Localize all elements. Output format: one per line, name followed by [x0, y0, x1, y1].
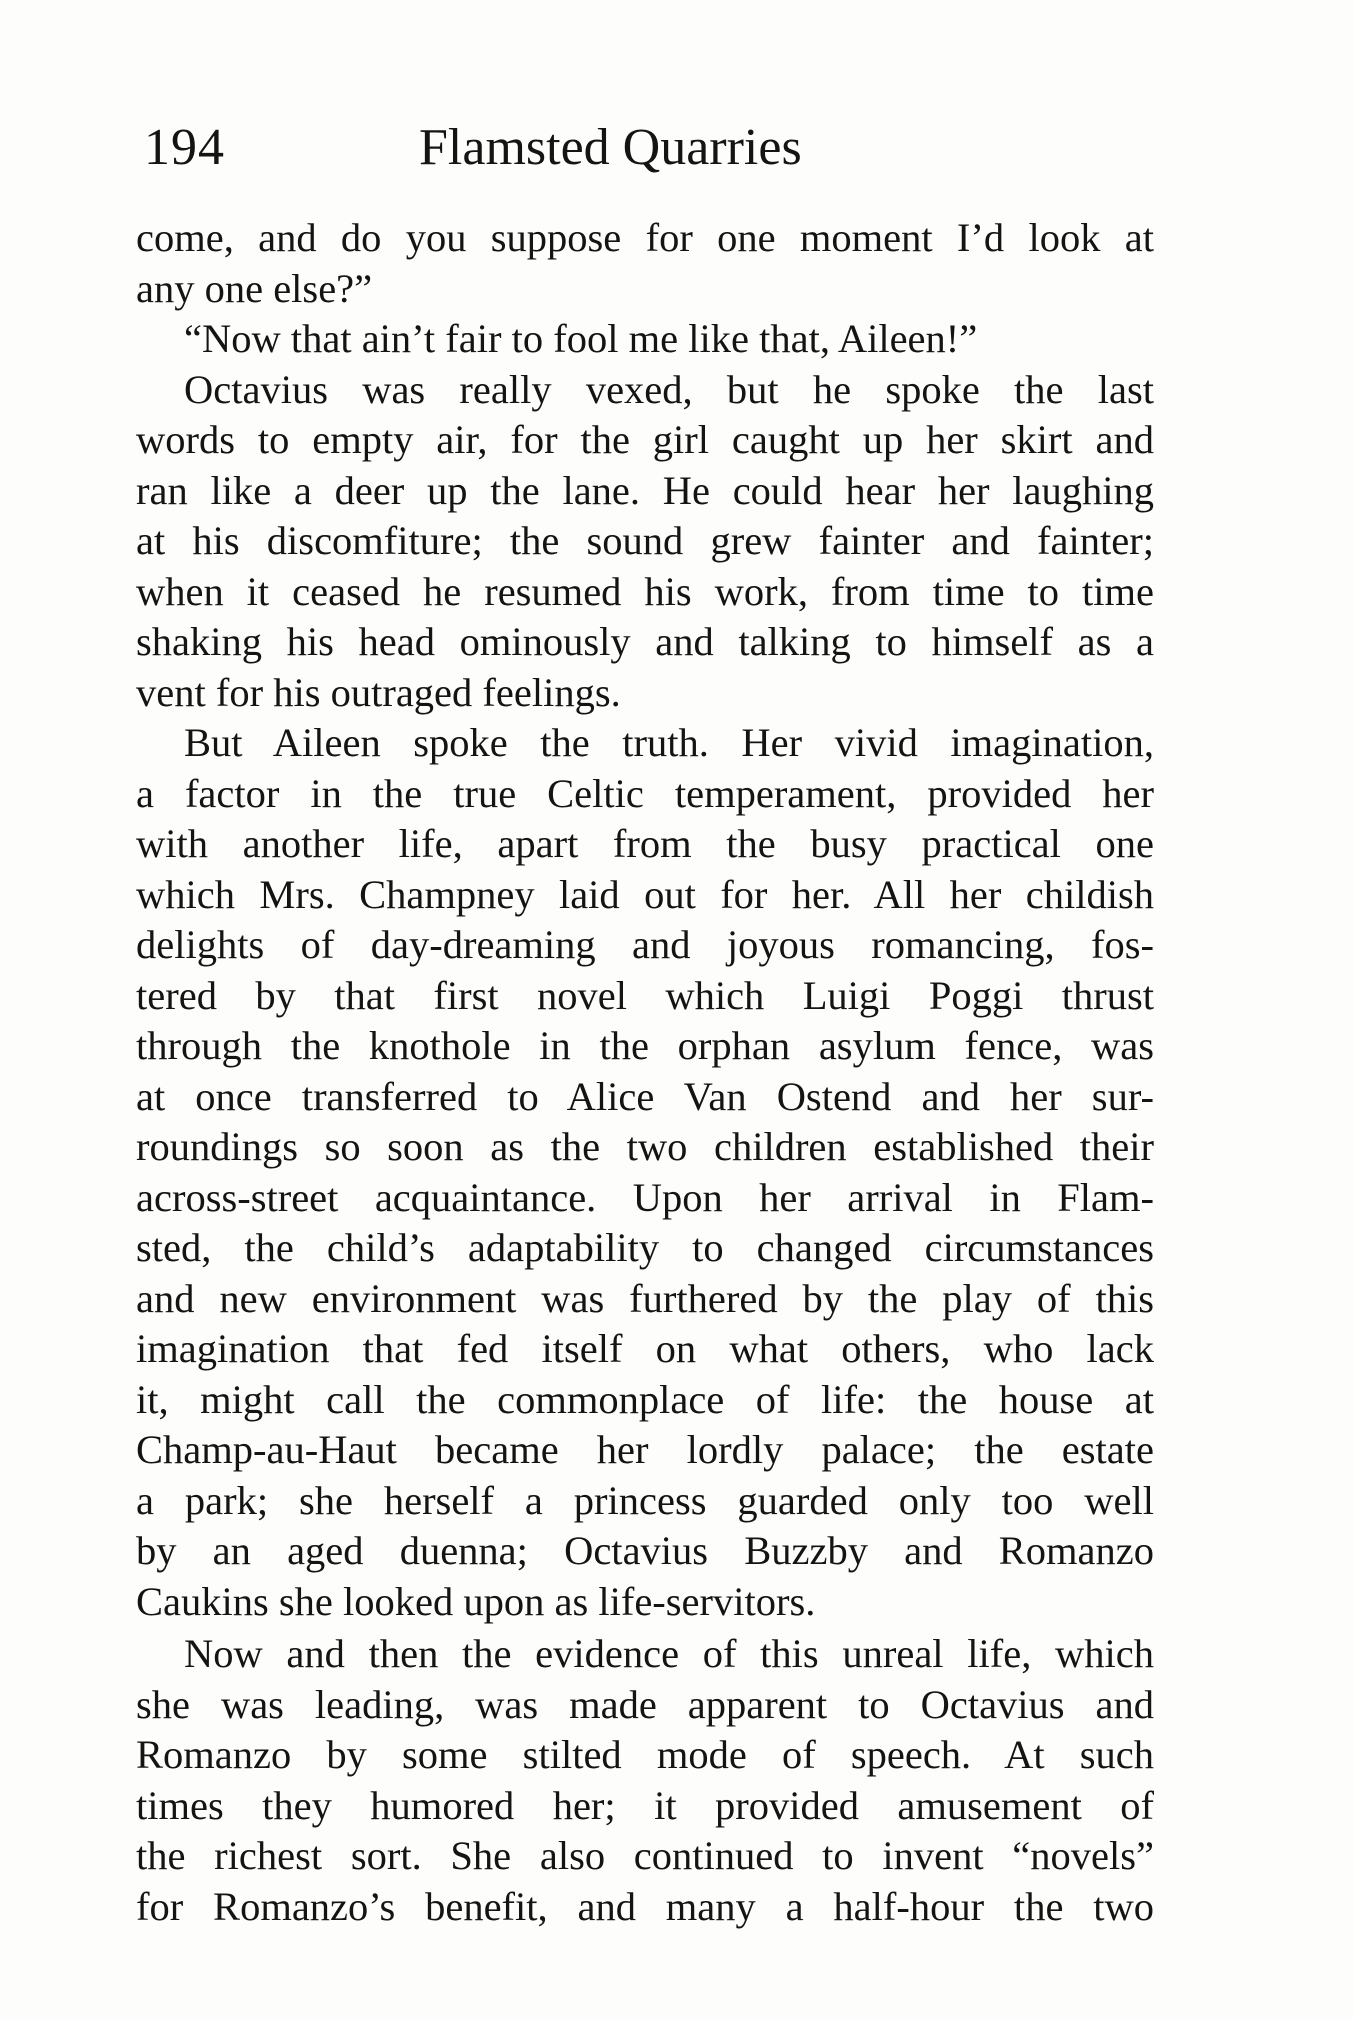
text-line: come, and do you suppose for one moment I’d look at — [136, 215, 1154, 260]
text-line: any one else?” — [136, 265, 373, 311]
text-line: roundings so soon as the two children established their — [136, 1124, 1154, 1169]
text-line: ran like a deer up the lane. He could hear her laughing — [136, 467, 1154, 513]
text-line: words to empty air, for the girl caught up her skirt and — [136, 417, 1154, 462]
text-line: shaking his head ominously and talking to himself as a — [136, 619, 1154, 664]
text-line: across-street acquaintance. Upon her arrival in Flam- — [136, 1174, 1154, 1220]
text-line: sted, the child’s adaptability to changed circumstances — [136, 1225, 1154, 1270]
text-line: at once transferred to Alice Van Ostend and her sur- — [136, 1073, 1154, 1119]
text-line: But Aileen spoke the truth. Her vivid imagination, — [184, 720, 1154, 765]
text-line: when it ceased he resumed his work, from time to time — [136, 568, 1154, 614]
text-line: vent for his outraged feelings. — [136, 669, 621, 715]
text-line: delights of day-dreaming and joyous romancing, fos- — [136, 922, 1154, 967]
page-number: 194 — [144, 119, 225, 176]
text-line: through the knothole in the orphan asylum fence, was — [136, 1023, 1154, 1068]
text-line: Octavius was really vexed, but he spoke the last — [184, 366, 1154, 412]
text-line: imagination that fed itself on what others, who lack — [136, 1326, 1154, 1371]
text-line: a park; she herself a princess guarded only too well — [136, 1477, 1154, 1523]
body-text — [136, 213, 1154, 1932]
text-line: Caukins she looked upon as life-servitors. — [136, 1578, 816, 1624]
text-line: she was leading, was made apparent to Octavius and — [136, 1681, 1154, 1727]
text-line: tered by that first novel which Luigi Poggi thrust — [136, 972, 1154, 1018]
page-header — [134, 118, 1154, 188]
text-line: Now and then the evidence of this unreal life, which — [184, 1631, 1154, 1676]
text-line: Romanzo by some stilted mode of speech. At such — [136, 1732, 1154, 1777]
text-line: a factor in the true Celtic temperament, provided her — [136, 770, 1154, 816]
text-line: by an aged duenna; Octavius Buzzby and Romanzo — [136, 1528, 1154, 1573]
text-line: times they humored her; it provided amusement of — [136, 1782, 1154, 1828]
running-title: Flamsted Quarries — [419, 119, 802, 176]
text-line: at his discomfiture; the sound grew fainter and fainter; — [136, 518, 1154, 563]
text-line: Champ-au-Haut became her lordly palace; the estate — [136, 1427, 1154, 1472]
text-line: “Now that ain’t fair to fool me like that, Aileen!” — [184, 316, 978, 361]
text-line: with another life, apart from the busy practical one — [136, 821, 1154, 866]
text-line: which Mrs. Champney laid out for her. All her childish — [136, 871, 1154, 917]
text-line: for Romanzo’s benefit, and many a half-hour the two — [136, 1883, 1154, 1929]
text-line: it, might call the commonplace of life: the house at — [136, 1376, 1154, 1422]
text-line: the richest sort. She also continued to invent “novels” — [136, 1833, 1154, 1878]
text-line: and new environment was furthered by the play of this — [136, 1275, 1154, 1321]
